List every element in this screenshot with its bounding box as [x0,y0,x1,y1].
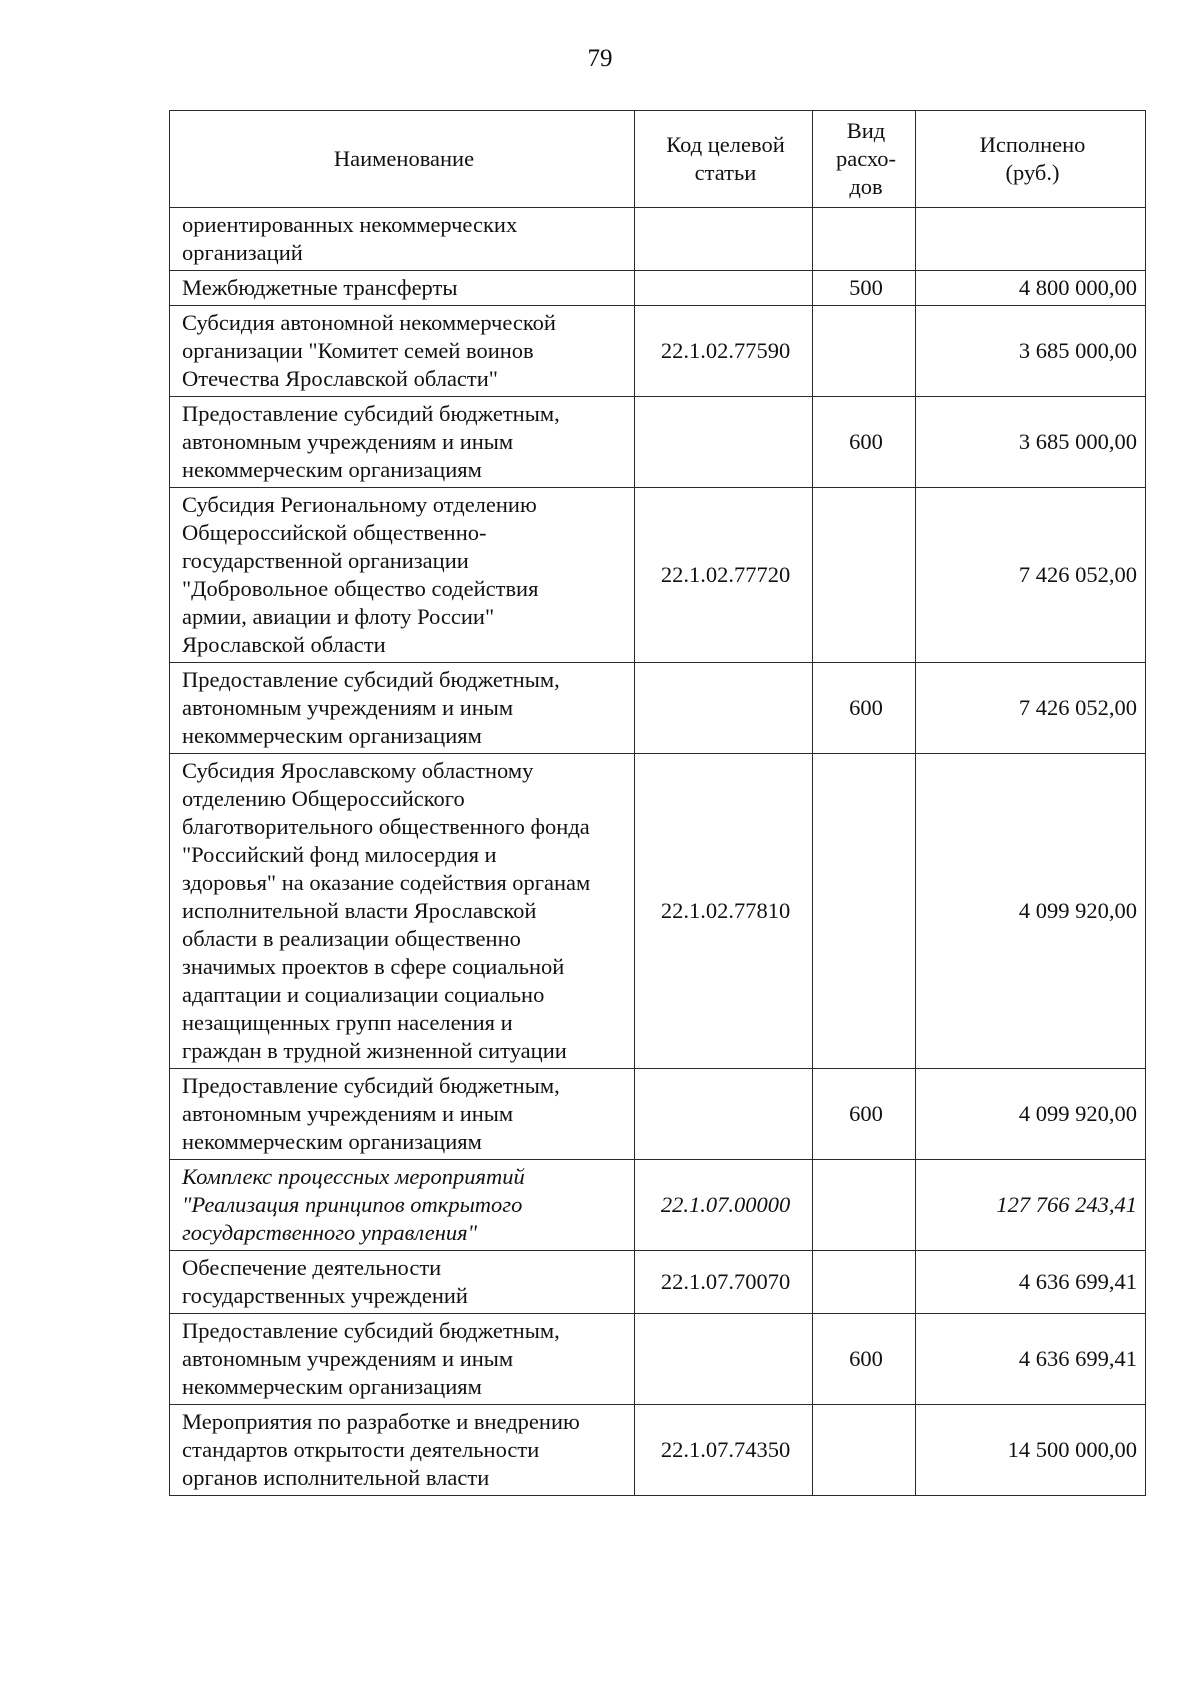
cell-kind: 600 [813,663,916,754]
cell-name: Предоставление субсидий бюджетным, автономным учреждениям и иным некоммерческим организациям [170,1314,635,1405]
cell-name: Субсидия Ярославскому областному отделению Общероссийского благотворительного общественного фонда "Российский фонд милосердия и здоровья" на оказание содействия органам исполнительной власти Ярославской области в реализации общественно значимых проектов в сфере социальной адаптации и социализации социально незащищенных групп населения и граждан в трудной жизненной ситуации [170,754,635,1069]
table-row [170,1405,1146,1496]
cell-kind [813,306,916,397]
cell-code: 22.1.07.74350 [635,1405,813,1496]
cell-done: 14 500 000,00 [916,1405,1146,1496]
cell-name: Комплекс процессных мероприятий "Реализация принципов открытого государственного управления" [170,1160,635,1251]
cell-done: 3 685 000,00 [916,306,1146,397]
table-row [170,397,1146,488]
table-row [170,488,1146,663]
cell-code [635,208,813,271]
header-kind: Вид расхо- дов [813,111,916,208]
header-done: Исполнено (руб.) [916,111,1146,208]
cell-kind [813,208,916,271]
cell-code: 22.1.07.70070 [635,1251,813,1314]
cell-kind [813,754,916,1069]
table-row [170,208,1146,271]
cell-name: Предоставление субсидий бюджетным, автономным учреждениям и иным некоммерческим организациям [170,1069,635,1160]
cell-kind [813,1160,916,1251]
cell-code: 22.1.02.77720 [635,488,813,663]
header-name: Наименование [170,111,635,208]
cell-code [635,1069,813,1160]
cell-code [635,1314,813,1405]
cell-kind: 600 [813,1314,916,1405]
cell-code [635,397,813,488]
cell-kind [813,1251,916,1314]
table-row [170,754,1146,1069]
table-row [170,1314,1146,1405]
table-row [170,663,1146,754]
cell-code: 22.1.07.00000 [635,1160,813,1251]
table-header-row [170,111,1146,208]
table-row [170,306,1146,397]
table-row [170,1069,1146,1160]
table-row [170,1160,1146,1251]
cell-done: 7 426 052,00 [916,663,1146,754]
cell-done: 7 426 052,00 [916,488,1146,663]
table-row [170,1251,1146,1314]
cell-name: Субсидия автономной некоммерческой организации "Комитет семей воинов Отечества Ярославской области" [170,306,635,397]
header-code: Код целевой статьи [635,111,813,208]
cell-done [916,208,1146,271]
cell-code: 22.1.02.77810 [635,754,813,1069]
cell-name: Предоставление субсидий бюджетным, автономным учреждениям и иным некоммерческим организациям [170,663,635,754]
cell-name: Обеспечение деятельности государственных учреждений [170,1251,635,1314]
cell-done: 4 800 000,00 [916,271,1146,306]
cell-done: 127 766 243,41 [916,1160,1146,1251]
cell-kind [813,488,916,663]
cell-code: 22.1.02.77590 [635,306,813,397]
cell-name: ориентированных некоммерческих организаций [170,208,635,271]
cell-done: 3 685 000,00 [916,397,1146,488]
cell-done: 4 636 699,41 [916,1251,1146,1314]
cell-name: Межбюджетные трансферты [170,271,635,306]
cell-code [635,663,813,754]
cell-kind: 600 [813,397,916,488]
cell-kind: 500 [813,271,916,306]
cell-code [635,271,813,306]
cell-name: Субсидия Региональному отделению Общероссийской общественно- государственной организации "Добровольное общество содействия армии, авиации и флоту России" Ярославской области [170,488,635,663]
cell-name: Предоставление субсидий бюджетным, автономным учреждениям и иным некоммерческим организациям [170,397,635,488]
cell-done: 4 099 920,00 [916,1069,1146,1160]
cell-kind: 600 [813,1069,916,1160]
cell-name: Мероприятия по разработке и внедрению стандартов открытости деятельности органов исполнительной власти [170,1405,635,1496]
cell-done: 4 099 920,00 [916,754,1146,1069]
table-row [170,271,1146,306]
page-number: 79 [587,45,613,72]
cell-kind [813,1405,916,1496]
cell-done: 4 636 699,41 [916,1314,1146,1405]
budget-execution-table [169,110,1146,1496]
